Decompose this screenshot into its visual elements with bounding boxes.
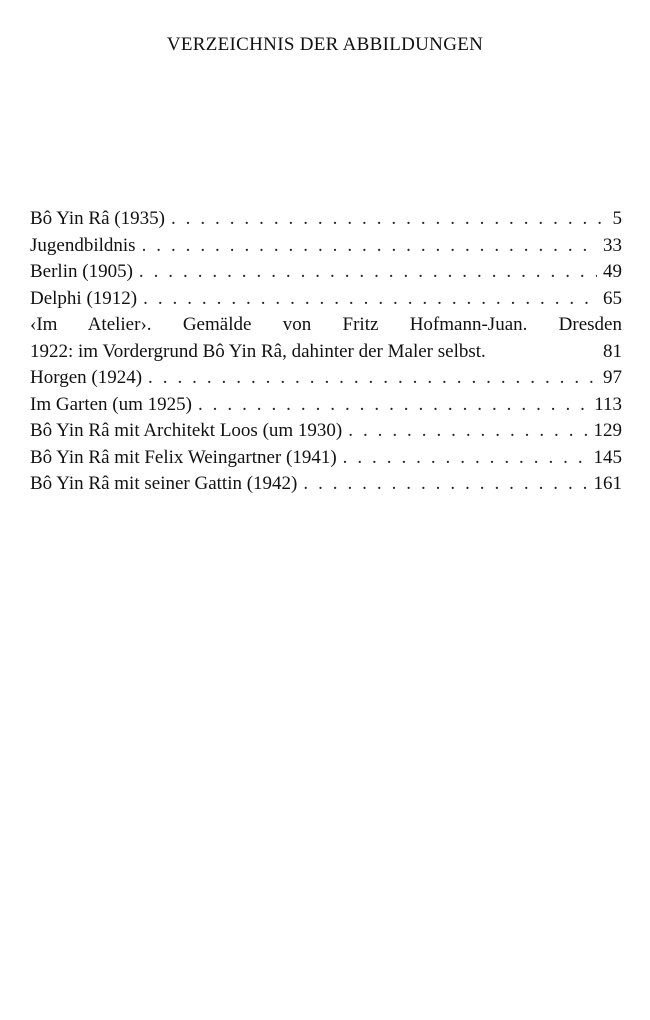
entry-label: Bô Yin Râ (1935) (30, 208, 165, 229)
entry-label-line2: 1922: im Vordergrund Bô Yin Râ, dahinter der Maler selbst. (30, 340, 486, 362)
list-item (30, 259, 622, 286)
list-item (30, 312, 622, 365)
page-title: VERZEICHNIS DER ABBILDUNGEN (166, 34, 484, 55)
entry-page-number: 145 (593, 446, 622, 468)
entry-label: Jugendbildnis (30, 234, 136, 256)
entry-label: Bô Yin Râ mit seiner Gattin (1942) (30, 473, 298, 494)
list-item (30, 286, 622, 313)
entry-label: Bô Yin Râ mit Felix Weingartner (1941) (30, 446, 337, 468)
dot-leader (143, 286, 597, 313)
list-item (30, 206, 622, 233)
entry-label: Im Garten (um 1925) (30, 393, 192, 415)
entry-page-number: 161 (593, 473, 622, 494)
list-of-illustrations (30, 206, 622, 498)
entry-page-number: 33 (603, 234, 622, 256)
list-item (30, 471, 622, 498)
entry-page-number: 49 (603, 261, 622, 282)
dot-leader (198, 392, 588, 419)
list-item (30, 445, 622, 472)
entry-label: Horgen (1924) (30, 367, 143, 388)
dot-leader (142, 233, 597, 260)
entry-page-number: 113 (594, 393, 622, 415)
entry-page-number: 65 (603, 287, 622, 309)
list-item (30, 365, 622, 392)
list-item (30, 392, 622, 419)
dot-leader (171, 206, 607, 233)
entry-page-number: 97 (603, 367, 622, 388)
entry-page-number: 5 (612, 208, 622, 229)
entry-label: Berlin (1905) (30, 261, 133, 282)
dot-leader (148, 365, 597, 392)
dot-leader (343, 445, 588, 472)
list-item (30, 233, 622, 260)
entry-page-number: 129 (593, 420, 622, 441)
dot-leader (139, 259, 597, 286)
entry-label: Bô Yin Râ mit Architekt Loos (um 1930) (30, 420, 343, 441)
entry-page-number: 81 (603, 340, 622, 362)
dot-leader (303, 471, 587, 498)
list-item (30, 418, 622, 445)
dot-leader (348, 418, 587, 445)
entry-label-line1: ‹Im Atelier›. Gemälde von Fritz Hofmann-Juan. Dresden (30, 314, 622, 335)
entry-label: Delphi (1912) (30, 287, 138, 309)
